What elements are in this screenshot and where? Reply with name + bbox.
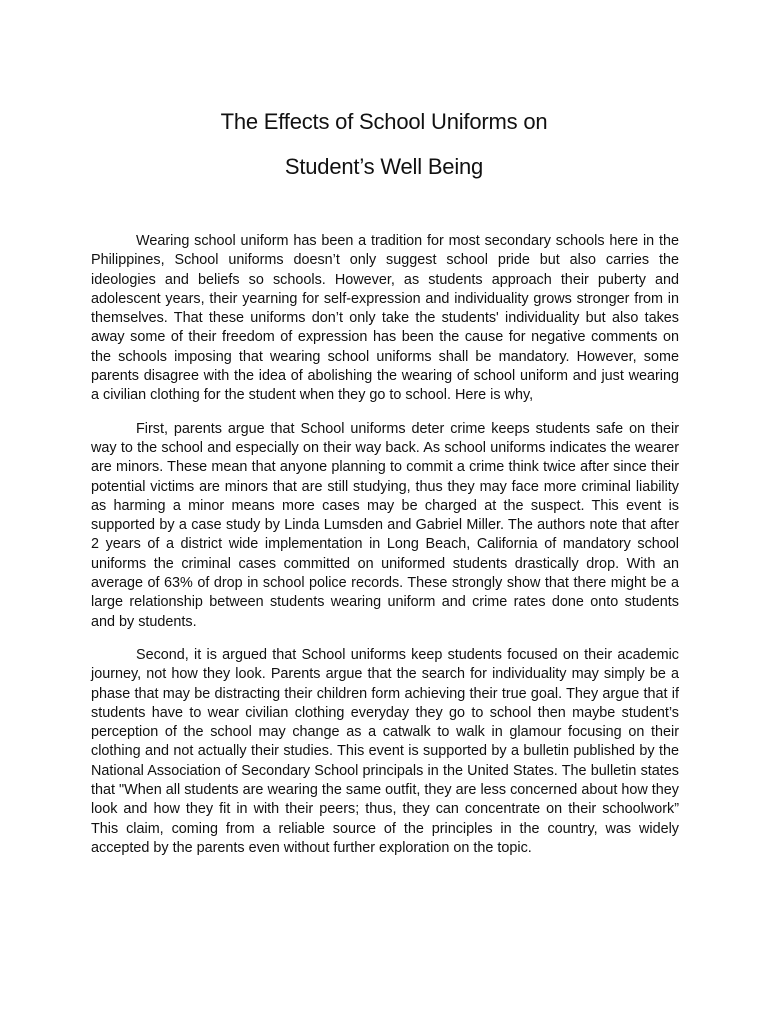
- paragraph-intro: Wearing school uniform has been a tradition for most secondary schools here in the Philippines, School uniforms doesn’t only suggest school pride but also carries the ideologies and beliefs so schools. However, as students approach their puberty and adolescent years, their yearning for self-expression and individuality grows stronger from in themselves. That these uniforms don’t only take the students' individuality but also takes away some of their freedom of expression has been the cause for negative comments on the schools imposing that wearing school uniforms shall be mandatory. However, some parents disagree with the idea of abolishing the wearing of school uniform and just wearing a civilian clothing for the student when they go to school. Here is why,: [91, 233, 679, 404]
- document-body: [91, 232, 679, 872]
- document-title-line-1: The Effects of School Uniforms on: [220, 109, 548, 134]
- paragraph-second-argument: Second, it is argued that School uniforms keep students focused on their academic journey, not how they look. Parents argue that the search for individuality may simply be a phase that may be distracting their children form achieving their true goal. They argue that if students have to wear civilian clothing everyday they go to school then maybe student’s perception of the school may change as a catwalk to walk in glamour focusing on their clothing and not actually their studies. This event is supported by a bulletin published by the National Association of Secondary School principals in the United States. The bulletin states that "When all students are wearing the same outfit, they are less concerned about how they look and how they fit in with their peers; thus, they can concentrate on their schoolwork” This claim, coming from a reliable source of the principles in the country, was widely accepted by the parents even without further exploration on the topic.: [91, 646, 679, 856]
- paragraph-first-argument: First, parents argue that School uniforms deter crime keeps students safe on their way to the school and especially on their way back. As school uniforms indicates the wearer are minors. These mean that anyone planning to commit a crime think twice after since their potential victims are minors that are still studying, thus they may face more criminal liability as harming a minor means more cases may be charged at the suspect. This event is supported by a case study by Linda Lumsden and Gabriel Miller. The authors note that after 2 years of a district wide implementation in Long Beach, California of mandatory school uniforms the criminal cases committed on uniformed students drastically drop. With an average of 63% of drop in school police records. These strongly show that there might be a large relationship between students wearing uniform and crime rates done onto students and by students.: [91, 420, 679, 630]
- document-title-line-2: Student’s Well Being: [284, 154, 484, 179]
